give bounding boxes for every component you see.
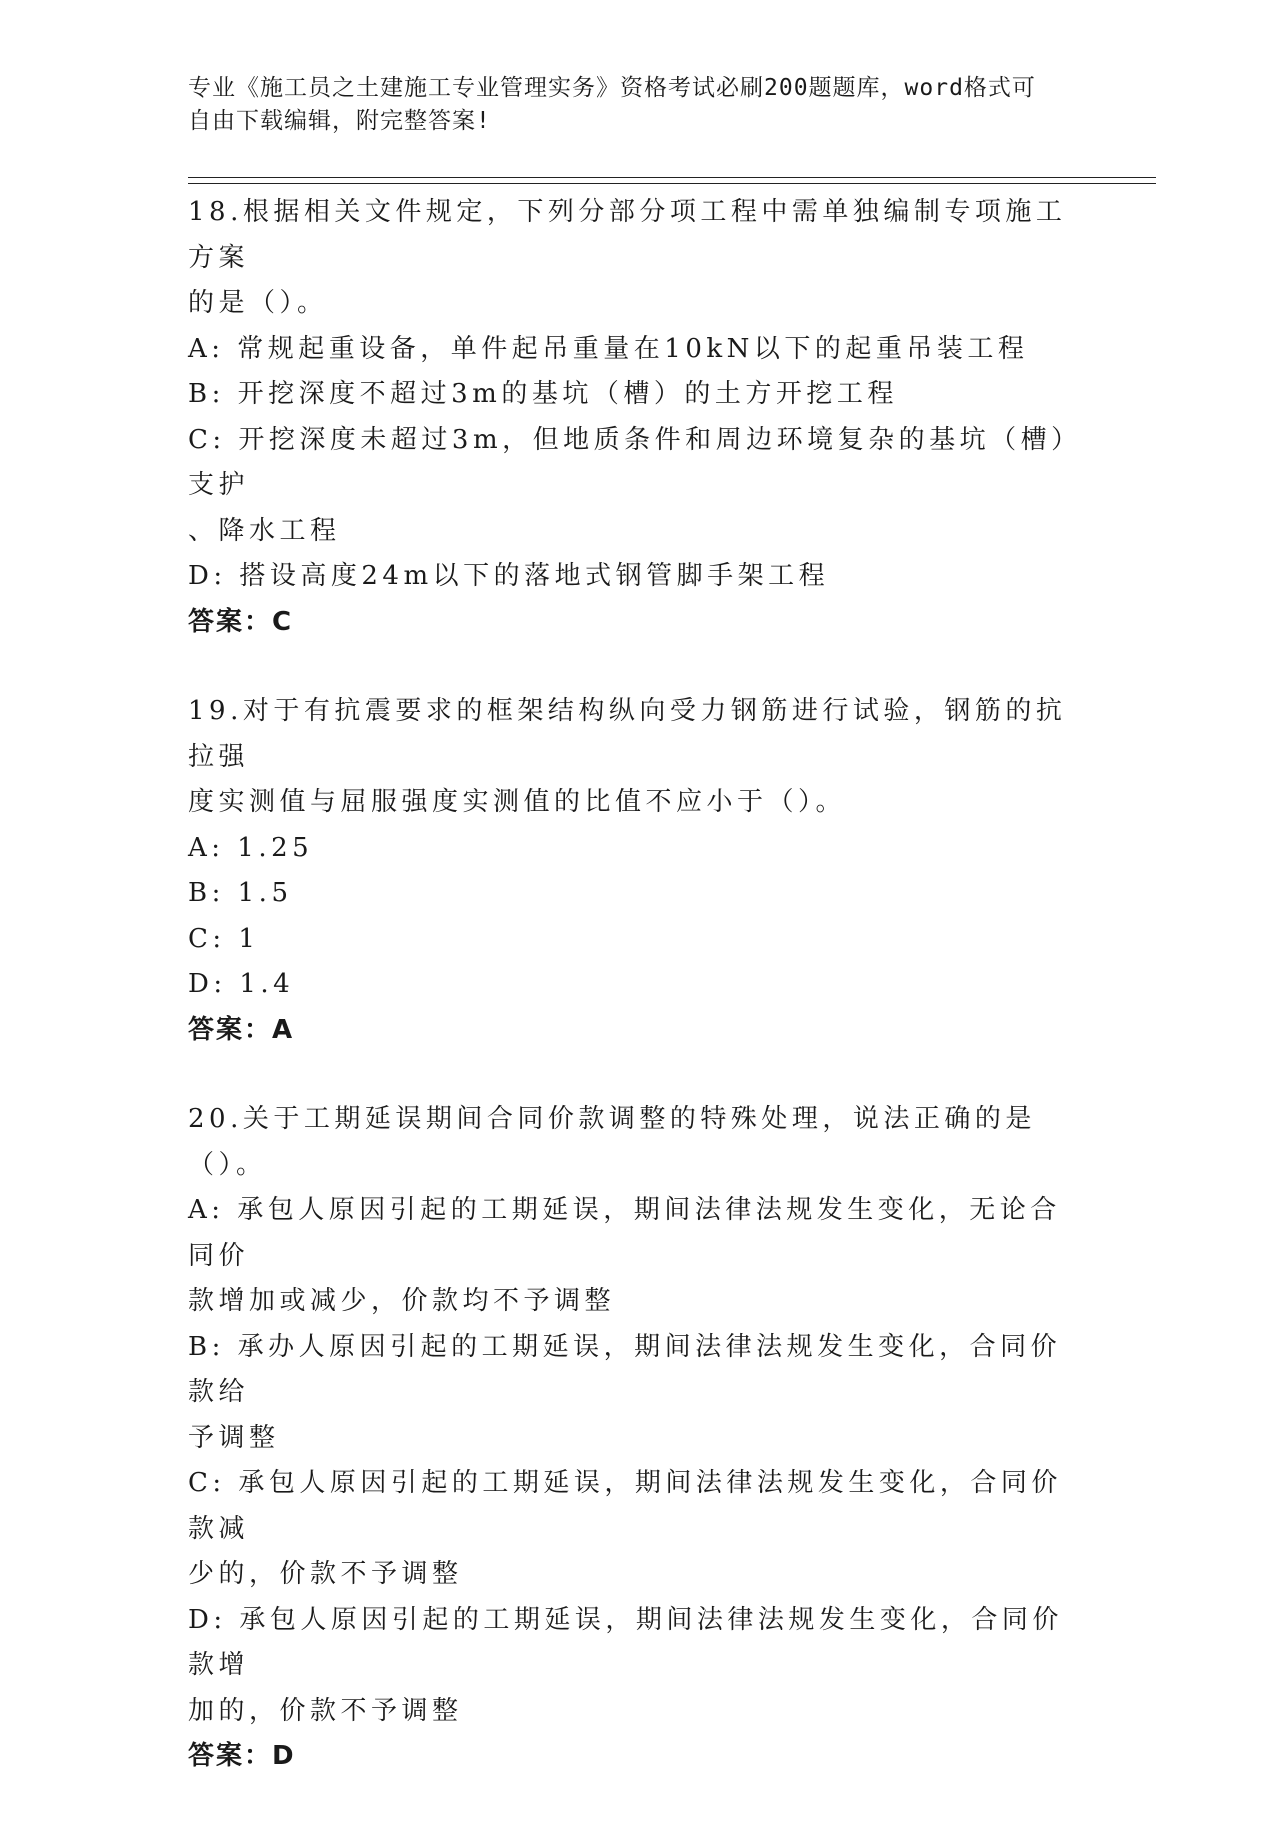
option-a: A: 1.25 xyxy=(188,832,314,863)
header-title-line-1: 专业《施工员之土建施工专业管理实务》资格考试必刷200题题库，word格式可 xyxy=(188,75,1036,101)
option-b: B: 承办人原因引起的工期延误，期间法律法规发生变化，合同价款给 xyxy=(188,1331,1062,1407)
question-stem-line: 度实测值与屈服强度实测值的比值不应小于（）。 xyxy=(188,787,847,817)
answer-label: 答案： xyxy=(188,1014,273,1045)
option-c: C: 开挖深度未超过3m，但地质条件和周边环境复杂的基坑（槽）支护 xyxy=(188,424,1082,500)
answer-label: 答案： xyxy=(188,606,273,637)
option-a: A: 承包人原因引起的工期延误，期间法律法规发生变化，无论合同价 xyxy=(188,1195,1061,1271)
option-a-continued: 款增加或减少，价款均不予调整 xyxy=(188,1286,616,1316)
answer-line xyxy=(188,1734,1088,1780)
option-c-continued: 、降水工程 xyxy=(188,515,341,546)
header-divider-top xyxy=(188,177,1156,178)
question-stem-line: 的是（）。 xyxy=(188,288,328,318)
question-stem-line: 19.对于有抗震要求的框架结构纵向受力钢筋进行试验，钢筋的抗拉强 xyxy=(188,696,1067,772)
question-stem-line: 18.根据相关文件规定，下列分部分项工程中需单独编制专项施工方案 xyxy=(188,197,1067,273)
answer-value: C xyxy=(272,606,294,637)
option-d: D: 承包人原因引起的工期延误，期间法律法规发生变化，合同价款增 xyxy=(188,1604,1063,1680)
option-c-continued: 少的，价款不予调整 xyxy=(188,1559,463,1589)
header-title-line-2: 自由下载编辑，附完整答案! xyxy=(188,108,491,134)
option-d-continued: 加的，价款不予调整 xyxy=(188,1695,463,1726)
answer-value: D xyxy=(272,1741,296,1771)
answer-line xyxy=(188,600,1088,646)
answer-value: A xyxy=(272,1014,295,1045)
option-a: A: 常规起重设备，单件起吊重量在10kN以下的起重吊装工程 xyxy=(188,333,1029,364)
document-header xyxy=(188,72,1068,138)
option-d: D: 1.4 xyxy=(188,969,295,999)
option-b-continued: 予调整 xyxy=(188,1422,280,1453)
option-c: C: 承包人原因引起的工期延误，期间法律法规发生变化，合同价款减 xyxy=(188,1468,1062,1544)
option-c: C: 1 xyxy=(188,923,260,954)
header-divider-bottom xyxy=(188,183,1156,184)
question-list xyxy=(188,190,1088,1824)
option-b: B: 1.5 xyxy=(188,878,293,908)
question-stem-line: 20.关于工期延误期间合同价款调整的特殊处理，说法正确的是（）。 xyxy=(188,1104,1036,1180)
question-19 xyxy=(188,689,1088,1053)
question-20 xyxy=(188,1097,1088,1780)
answer-label: 答案： xyxy=(188,1741,273,1771)
option-b: B: 开挖深度不超过3m的基坑（槽）的土方开挖工程 xyxy=(188,379,898,409)
option-d: D: 搭设高度24m以下的落地式钢管脚手架工程 xyxy=(188,561,830,591)
question-18 xyxy=(188,190,1088,645)
answer-line xyxy=(188,1008,1088,1054)
